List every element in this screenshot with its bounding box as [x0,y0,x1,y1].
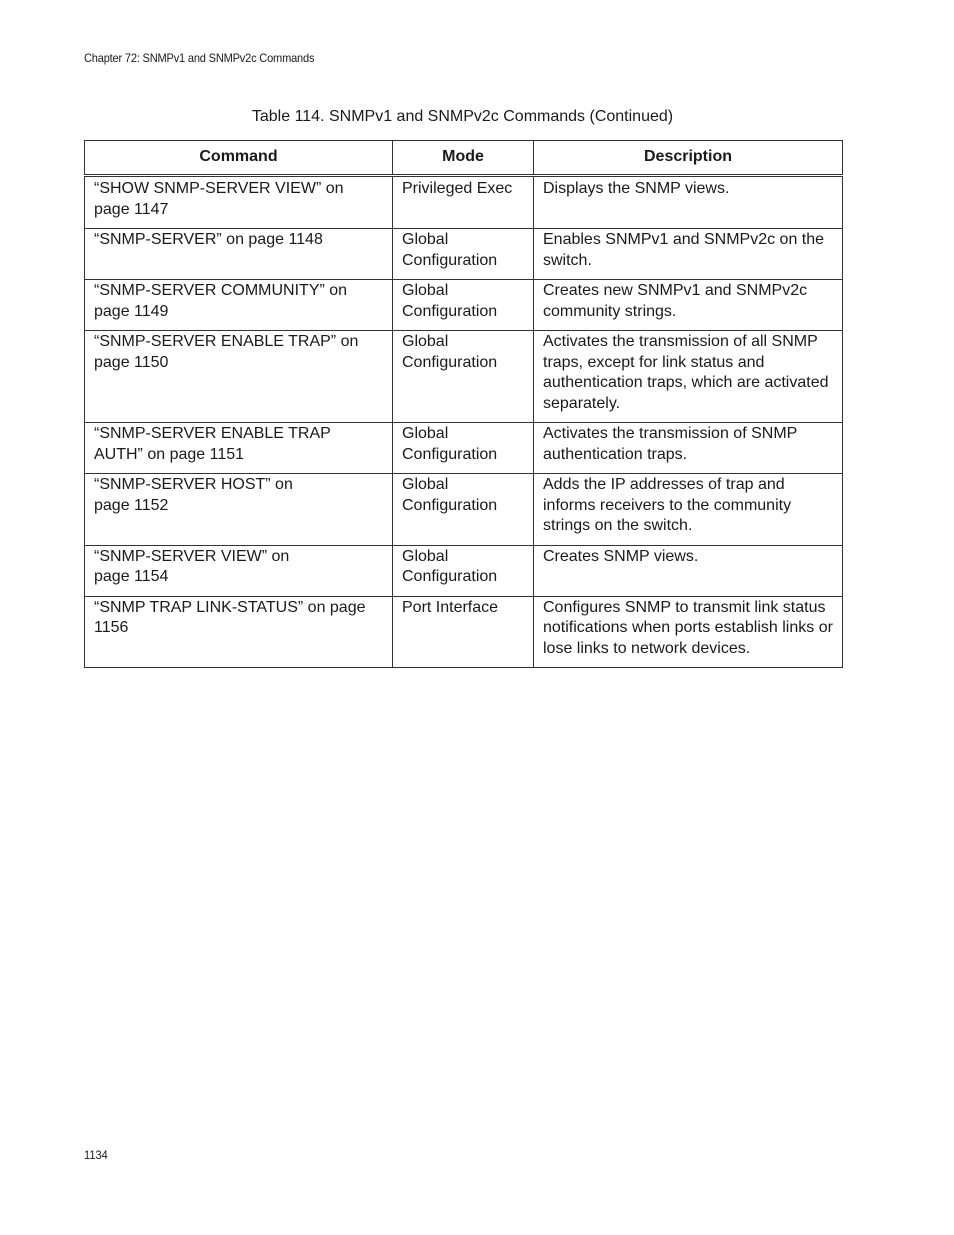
table-row [85,176,843,229]
description-cell: Activates the transmission of SNMP authentication traps. [534,423,843,474]
command-cell: “SHOW SNMP-SERVER VIEW” on page 1147 [85,176,393,229]
column-header-description: Description [534,141,843,176]
mode-cell: Global Configuration [393,423,534,474]
description-cell: Enables SNMPv1 and SNMPv2c on the switch. [534,229,843,280]
page-number: 1134 [84,1148,108,1162]
command-cell: “SNMP TRAP LINK-STATUS” on page 1156 [85,596,393,668]
command-cell: “SNMP-SERVER” on page 1148 [85,229,393,280]
mode-cell: Global Configuration [393,545,534,596]
running-header: Chapter 72: SNMPv1 and SNMPv2c Commands [84,51,315,65]
mode-cell: Privileged Exec [393,176,534,229]
table-row [85,229,843,280]
commands-table [84,140,843,668]
mode-cell: Port Interface [393,596,534,668]
table-header-row [85,141,843,176]
command-cell: “SNMP-SERVER ENABLE TRAP” on page 1150 [85,331,393,423]
description-cell: Displays the SNMP views. [534,176,843,229]
description-cell: Creates new SNMPv1 and SNMPv2c community strings. [534,280,843,331]
description-cell: Activates the transmission of all SNMP traps, except for link status and authentication traps, which are activated separately. [534,331,843,423]
mode-cell: Global Configuration [393,331,534,423]
column-header-mode: Mode [393,141,534,176]
column-header-command: Command [85,141,393,176]
table-row [85,474,843,546]
description-cell: Adds the IP addresses of trap and informs receivers to the community strings on the switch. [534,474,843,546]
command-cell: “SNMP-SERVER COMMUNITY” on page 1149 [85,280,393,331]
table-row [85,423,843,474]
table-row [85,331,843,423]
description-cell: Configures SNMP to transmit link status notifications when ports establish links or lose links to network devices. [534,596,843,668]
table-row [85,596,843,668]
command-cell: “SNMP-SERVER ENABLE TRAP AUTH” on page 1151 [85,423,393,474]
table-caption: Table 114. SNMPv1 and SNMPv2c Commands (Continued) [251,108,674,125]
description-cell: Creates SNMP views. [534,545,843,596]
mode-cell: Global Configuration [393,229,534,280]
table-row [85,545,843,596]
mode-cell: Global Configuration [393,474,534,546]
command-cell: “SNMP-SERVER HOST” on page 1152 [85,474,393,546]
mode-cell: Global Configuration [393,280,534,331]
table-row [85,280,843,331]
command-cell: “SNMP-SERVER VIEW” on page 1154 [85,545,393,596]
